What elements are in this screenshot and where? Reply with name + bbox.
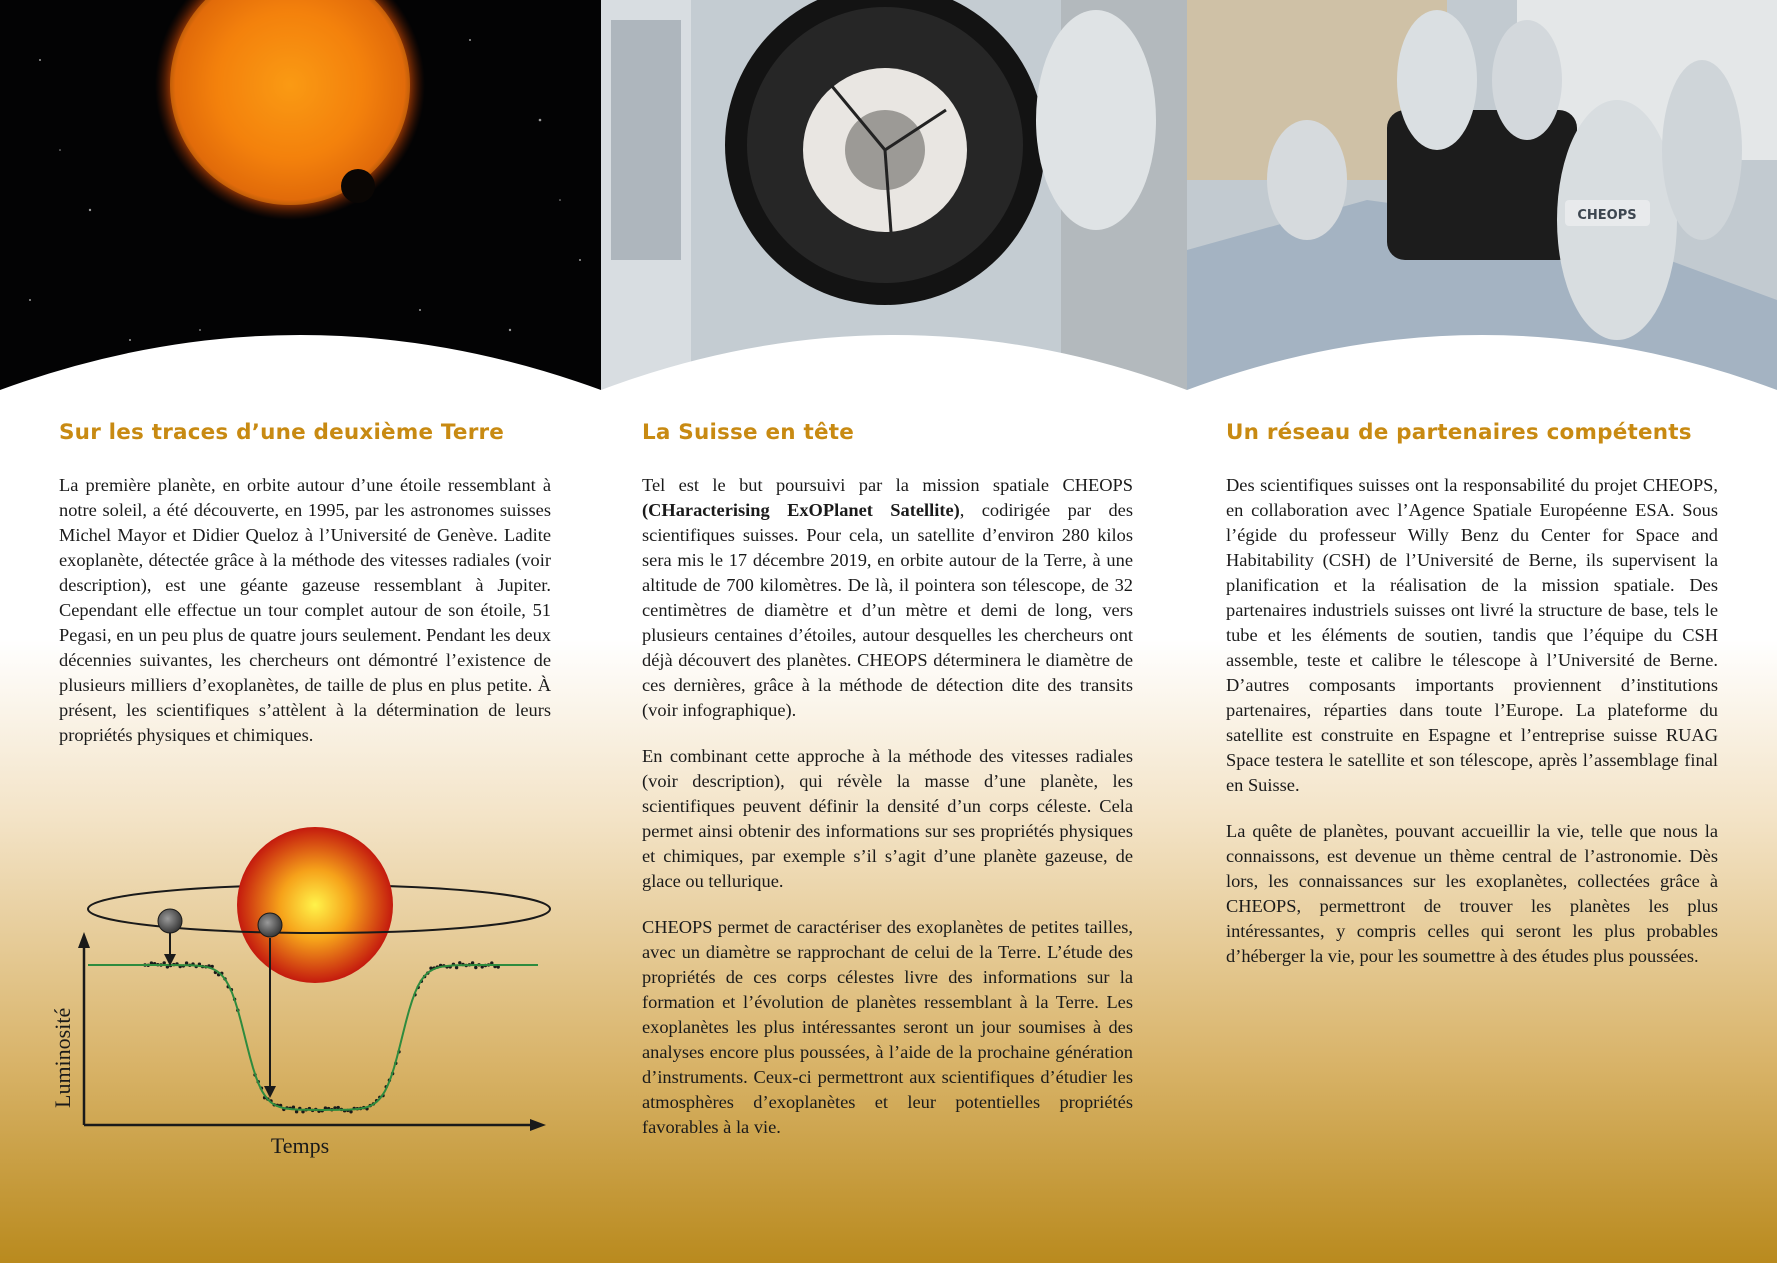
cheops-acronym: (CHaracterising ExOPlanet Satellite) — [642, 500, 960, 520]
col3-paragraph-1: Des scientifiques suisses ont la responsabilité du projet CHEOPS, en collaboration avec l’Agence Spatiale Européenne ESA. Sous l’égide du professeur Willy Benz du Center for Space and Habitability (CSH) de l’Université de Berne, ils supervisent la planification et la réalisation de la mission spatiale. Des partenaires industriels suisses ont livré la structure de base, tels le tube et les éléments de soutien, tandis que l’équipe du CSH assemble, teste et calibre le télescope à l’Université de Berne. D’autres composants importants proviennent d’institutions partenaires, réparties dans toute l’Europe. La plateforme du satellite est construite en Espagne et l’entreprise suisse RUAG Space testera le satellite et son télescope, après l’assemblage final en Suisse. — [1226, 475, 1718, 795]
x-axis-arrow — [530, 1119, 546, 1131]
col2-paragraph-3: CHEOPS permet de caractériser des exoplanètes de petites tailles, avec un diamètre se rapprochant de celui de la Terre. L’étude des propriétés de ces corps célestes livre des informations sur la formation et l’évolution de planètes ressemblant à la Terre. Les exoplanètes les plus intéressantes seront un jour soumises à des analyses encore plus poussées, à l’aide de la prochaine génération d’instruments. Ceux-ci permettront aux scientifiques d’étudier les atmosphères d’exoplanètes et leur potentielles propriétés favorables à la vie. — [642, 917, 1133, 1137]
light-curve — [88, 965, 538, 1110]
col2-paragraph-1 — [642, 473, 1133, 723]
col3-paragraph-2: La quête de planètes, pouvant accueillir la vie, telle que nous la connaissons, est devenue un thème central de l’astronomie. Dès lors, les connaissances sur les exoplanètes, collectées grâce à CHEOPS, permettront de trouver les planètes les plus intéressantes, y compris celles qui seront les plus probables d’héberger la vie, pour les soumettre à des études plus poussées. — [1226, 821, 1718, 966]
measurement-point — [458, 961, 461, 964]
photo-strip — [0, 0, 1777, 400]
col1-paragraph-1: La première planète, en orbite autour d’une étoile ressemblant à notre soleil, a été découverte, en 1995, par les astronomes suisses Michel Mayor et Didier Queloz à l’Université de Genève. Ladite exoplanète, détectée grâce à la méthode des vitesses radiales (voir description), est une géante gazeuse ressemblant à Jupiter. Cependant elle effectue un tour complet autour de son étoile, 51 Pegasi, en un peu plus de quatre jours seulement. Pendant les deux décennies suivantes, les chercheurs ont démontré l’existence de plusieurs milliers d’exoplanètes, de taille de plus en plus petite. À présent, les scientifiques s’attèlent à la détermination de leurs propriétés physiques et chimiques. — [59, 475, 551, 745]
measurement-point — [337, 1106, 340, 1109]
col2-paragraph-2: En combinant cette approche à la méthode des vitesses radiales (voir description), qui révèle la masse d’une planète, les scientifiques peuvent définir la densité d’un corps céleste. Cela permet ainsi obtenir des informations sur ses propriétés physiques et chimiques, par exemple s’il s’agit d’une planète gazeuse, de glace ou tellurique. — [642, 746, 1133, 891]
star-disc — [237, 827, 393, 983]
section-title-2: La Suisse en tête — [642, 420, 855, 445]
measurement-points — [143, 961, 500, 1113]
column-2 — [642, 420, 1133, 1161]
y-axis-label: Luminosité — [50, 1007, 75, 1108]
col2-p1-start: Tel est le but poursuivi par la mission spatiale CHEOPS — [642, 475, 1133, 495]
column-1 — [59, 420, 551, 769]
planet-ingress — [158, 909, 182, 933]
col2-p1-end: , codirigée par des scientifiques suisses. Pour cela, un satellite d’environ 280 kilos sera mis le 17 décembre 2019, en orbite autour de la Terre, à une altitude de 700 kilomètres. De là, il pointera son télescope, de 32 centimètres de diamètre et d’un mètre et demi de long, vers plusieurs centaines d’étoiles, autour desquelles les chercheurs ont déjà découvert des planètes. CHEOPS déterminera le diamètre de ces dernières, grâce à la méthode de détection dite des transits (voir infographique). — [642, 500, 1133, 720]
measurement-point — [455, 966, 458, 969]
transit-infographic — [40, 820, 560, 1160]
section-title-1: Sur les traces d’une deuxième Terre — [59, 420, 505, 445]
column-3 — [1226, 420, 1718, 990]
section-title-3: Un réseau de partenaires compétents — [1226, 420, 1692, 445]
x-axis-label: Temps — [270, 1133, 330, 1158]
measurement-point — [349, 1110, 352, 1113]
planet-transit — [258, 913, 282, 937]
y-axis-arrow — [78, 932, 90, 948]
photo-wave-edge — [0, 0, 1777, 400]
measurement-point — [474, 966, 477, 969]
cheops-suit-badge: CHEOPS — [1577, 208, 1637, 223]
